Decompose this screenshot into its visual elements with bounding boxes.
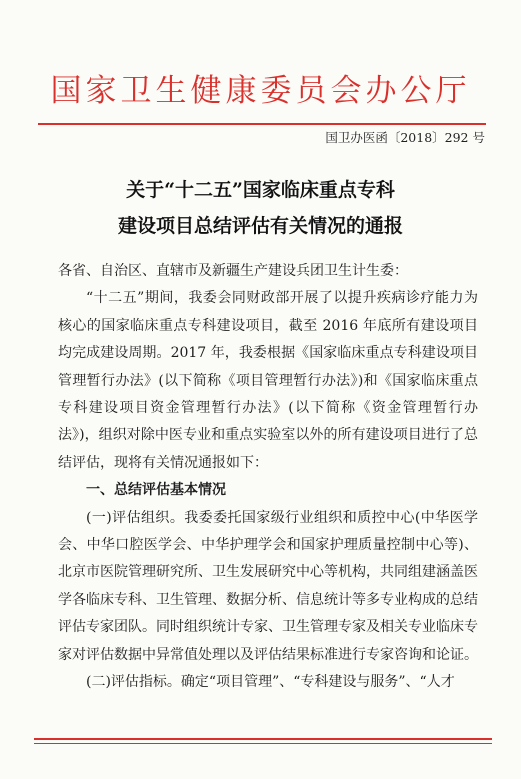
paragraph-evaluation-organization: (一)评估组织。我委委托国家级行业组织和质控中心(中华医学会、中华口腔医学会、中华护理学会和国家护理质量控制中心等)、北京市医院管理研究所、卫生发展研究中心等机构，共同组建涵盖医学各临床专科、卫生管理、数据分析、信息统计等多专业构成的总结评估专家团队。同时组织统计专家、卫生管理专家及相关专业临床专家对评估数据中异常值处理以及评估结果标准进行专家咨询和论证。 [58, 509, 478, 663]
issuing-authority: 国家卫生健康委员会办公厅 [50, 73, 471, 109]
document-body [58, 258, 478, 697]
section-heading-1: 一、总结评估基本情况 [86, 482, 226, 499]
paragraph-evaluation-indicators: (二)评估指标。确定“项目管理”、“专科建设与服务”、“人才 [86, 674, 455, 691]
document-number: 国卫办医函〔2018〕292 号 [325, 130, 485, 145]
title-line-1: 关于“十二五”国家临床重点专科 [126, 179, 395, 201]
footer-rule-thin [34, 743, 492, 744]
salutation: 各省、自治区、直辖市及新疆生产建设兵团卫生计生委： [58, 263, 408, 279]
header-red-rule [38, 123, 486, 125]
document-title [0, 172, 521, 244]
footer-rule-thick [34, 738, 492, 740]
footer-red-rule [34, 738, 492, 744]
paragraph-intro: “十二五”期间，我委会同财政部开展了以提升疾病诊疗能力为核心的国家临床重点专科建设项目，截至 2016 年底所有建设项目均完成建设周期。2017 年，我委根据《国家临床重点专科建设项目管理暂行办法》(以下简称《项目管理暂行办法》)和《国家临床重点专科建设项目资金管理暂行办法》(以下简称《资金管理暂行办法》)，组织对除中医专业和重点实验室以外的所有建设项目进行了总结评估，现将有关情况通报如下： [58, 290, 478, 471]
title-line-2: 建设项目总结评估有关情况的通报 [117, 215, 403, 237]
